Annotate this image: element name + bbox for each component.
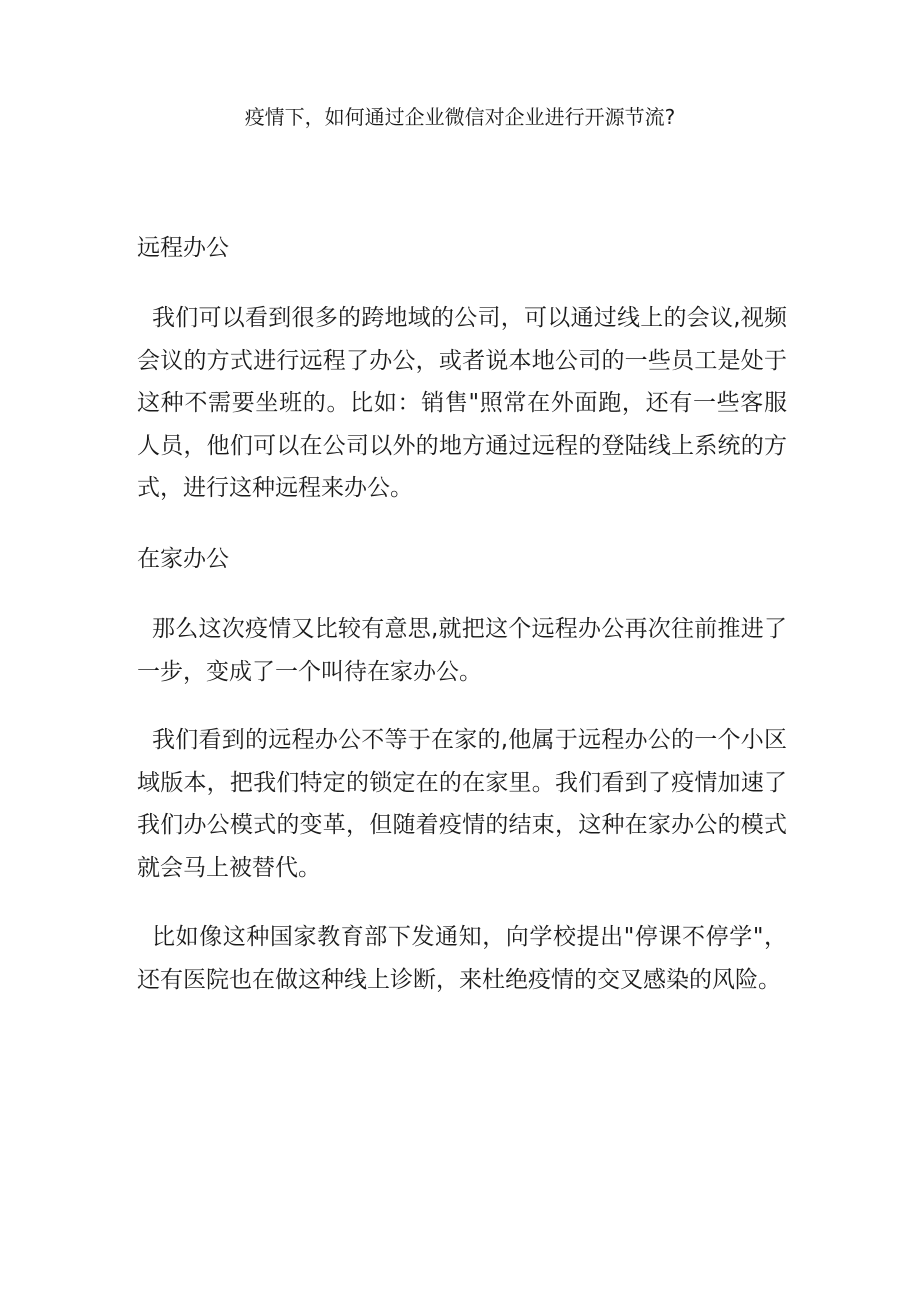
section-heading-home-work: 在家办公 [137,546,229,572]
paragraph-home-work-detail: 我们看到的远程办公不等于在家的,他属于远程办公的一个小区域版本，把我们特定的锁定在的在家里。我们看到了疫情加速了我们办公模式的变革，但随着疫情的结束，这种在家办公的模式就会马上被替代。 [137,727,787,881]
paragraph-home-work-examples: 比如像这种国家教育部下发通知，向学校提出"停课不停学"，还有医院也在做这种线上诊断，来杜绝疫情的交叉感染的风险。 [137,924,787,993]
paragraph-home-work-intro: 那么这次疫情又比较有意思,就把这个远程办公再次往前推进了一步，变成了一个叫待在家办公。 [137,616,787,685]
paragraph-remote-work: 我们可以看到很多的跨地域的公司，可以通过线上的会议,视频会议的方式进行远程了办公，或者说本地公司的一些员工是处于这种不需要坐班的。比如：销售"照常在外面跑，还有一些客服人员，他们可以在公司以外的地方通过远程的登陆线上系统的方式，进行这种远程来办公。 [137,305,787,501]
section-heading-remote-work: 远程办公 [137,235,229,261]
document-title: 疫情下，如何通过企业微信对企业进行开源节流? [244,105,676,129]
